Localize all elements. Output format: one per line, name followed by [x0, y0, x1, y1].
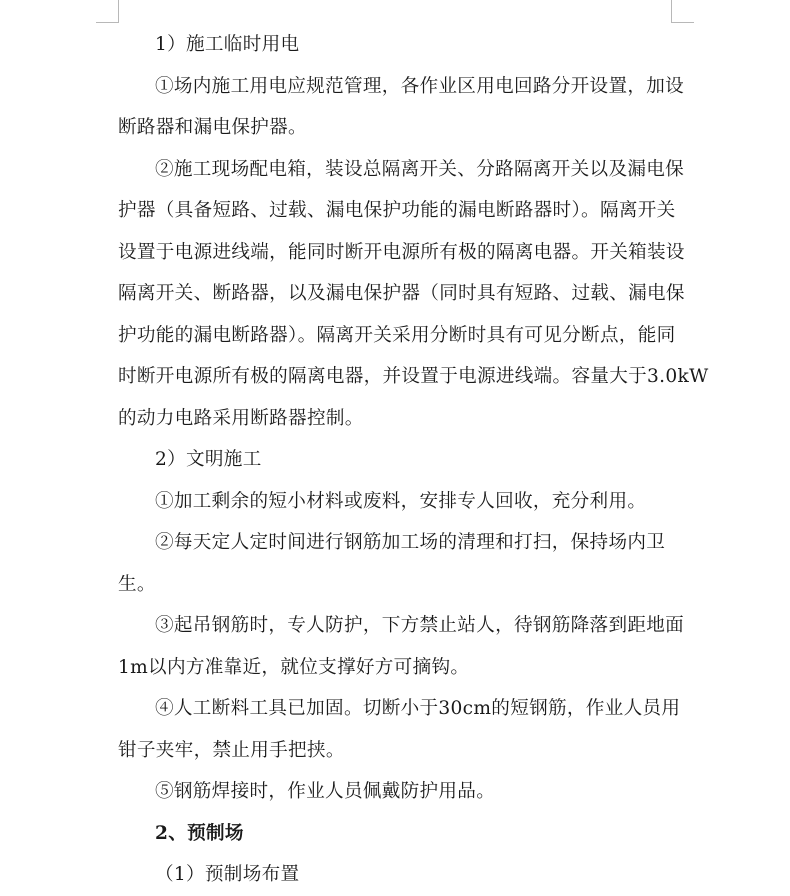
paragraph-line: ③起吊钢筋时，专人防护，下方禁止站人，待钢筋降落到距地面: [155, 615, 685, 636]
heading-prefab-yard: 2、预制场: [155, 822, 244, 844]
crop-mark-top-right: [671, 0, 694, 23]
section-title-civilized-construction: 2）文明施工: [155, 449, 262, 470]
paragraph-line: ①加工剩余的短小材料或废料，安排专人回收，充分利用。: [155, 490, 647, 512]
paragraph-line: 1m以内方准靠近，就位支撑好方可摘钩。: [118, 656, 470, 678]
paragraph-line: ②施工现场配电箱，装设总隔离开关、分路隔离开关以及漏电保: [155, 158, 685, 180]
document-body: [118, 24, 709, 885]
paragraph-line: 的动力电路采用断路器控制。: [118, 407, 364, 429]
section-title-temporary-power: 1）施工临时用电: [155, 34, 300, 55]
paragraph-line: 生。: [118, 573, 156, 595]
crop-mark-top-left: [96, 0, 119, 23]
paragraph-line: 护器（具备短路、过载、漏电保护功能的漏电断路器时）。隔离开关: [118, 200, 676, 221]
paragraph-line: ④人工断料工具已加固。切断小于30cm的短钢筋，作业人员用: [155, 698, 681, 719]
paragraph-line: 钳子夹牢，禁止用手把挟。: [118, 739, 345, 761]
paragraph-line: ①场内施工用电应规范管理，各作业区用电回路分开设置，加设: [155, 75, 685, 97]
paragraph-line: 隔离开关、断路器，以及漏电保护器（同时具有短路、过载、漏电保: [118, 283, 685, 304]
paragraph-line: 护功能的漏电断路器）。隔离开关采用分断时具有可见分断点，能同: [118, 324, 676, 346]
paragraph-line: ②每天定人定时间进行钢筋加工场的清理和打扫，保持场内卫: [155, 532, 666, 553]
paragraph-line: 设置于电源进线端，能同时断开电源所有极的隔离电器。开关箱装设: [118, 241, 685, 263]
paragraph-line: 断路器和漏电保护器。: [118, 117, 307, 138]
subheading-prefab-yard-layout: （1）预制场布置: [155, 864, 300, 885]
paragraph-line: ⑤钢筋焊接时，作业人员佩戴防护用品。: [155, 781, 496, 802]
paragraph-line: 时断开电源所有极的隔离电器，并设置于电源进线端。容量大于3.0kW: [118, 366, 709, 387]
